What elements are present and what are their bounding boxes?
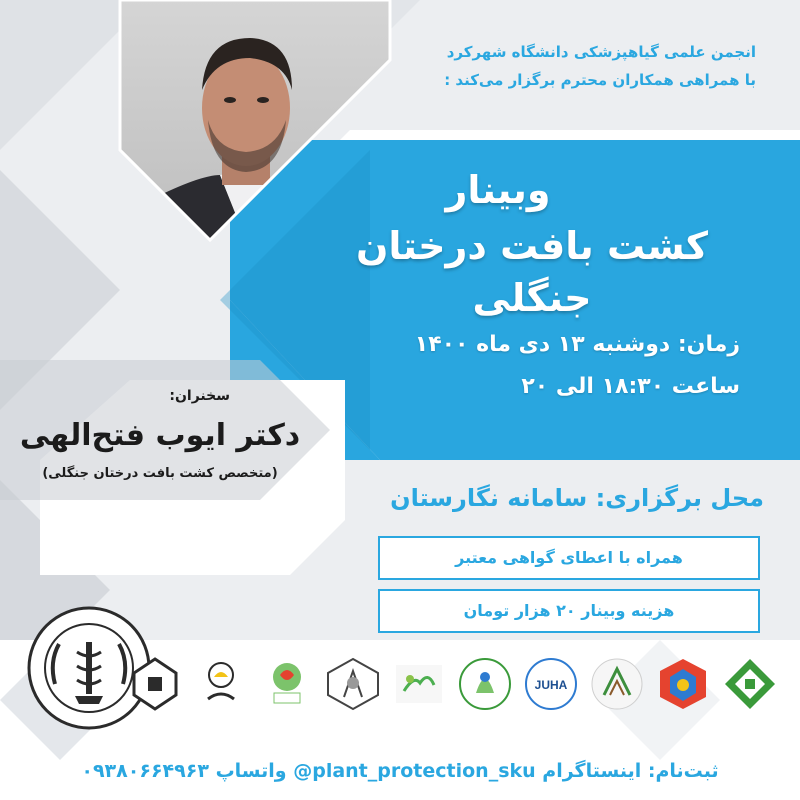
- organizer-text: [396, 38, 756, 94]
- schedule-date: زمان: دوشنبه ۱۳ دی ماه ۱۴۰۰: [414, 332, 740, 357]
- speaker-caption: سخنران:: [169, 388, 230, 404]
- partner-logo-3-icon: [588, 655, 646, 713]
- certificate-text: همراه با اعطای گواهی معتبر: [455, 548, 683, 567]
- partner-logos: [176, 655, 776, 725]
- fee-text: هزینه وبینار ۲۰ هزار تومان: [463, 601, 675, 620]
- webinar-label: وبینار: [445, 168, 551, 212]
- organizer-line-1: انجمن علمی گیاهپزشکی دانشگاه شهرکرد: [446, 43, 756, 61]
- fee-box: [378, 589, 760, 633]
- partner-logo-5-icon: [456, 655, 514, 713]
- partner-logo-7-icon: [324, 655, 382, 713]
- footer-contact: [0, 746, 800, 800]
- speaker-role: (متخصص کشت بافت درختان جنگلی): [42, 466, 278, 481]
- organizer-line-2: با همراهی همکاران محترم برگزار می‌کند :: [444, 71, 756, 89]
- partner-logo-6-icon: [390, 655, 448, 713]
- juha-text: JUHA: [534, 678, 568, 692]
- partner-logo-8-icon: [258, 655, 316, 713]
- partner-logo-9-icon: [192, 655, 250, 713]
- schedule-time: ساعت ۱۸:۳۰ الی ۲۰: [521, 374, 740, 399]
- whatsapp-label: واتساپ: [215, 760, 287, 782]
- partner-logo-10-icon: [126, 655, 184, 713]
- phone-number[interactable]: ۰۹۳۸۰۶۶۴۹۶۳: [81, 760, 209, 782]
- webinar-topic: کشت بافت درختان جنگلی: [355, 224, 709, 320]
- instagram-handle[interactable]: @plant_protection_sku: [293, 760, 536, 782]
- speaker-name: دکتر ایوب فتح‌الهی: [19, 418, 301, 453]
- certificate-box: [378, 536, 760, 580]
- juha-logo-icon: [522, 655, 580, 713]
- partner-logo-1-icon: [721, 655, 779, 713]
- partner-logo-2-icon: [654, 655, 712, 713]
- venue-text: محل برگزاری: سامانه نگارستان: [390, 484, 764, 512]
- register-label: ثبت‌نام: اینستاگرام: [542, 760, 719, 782]
